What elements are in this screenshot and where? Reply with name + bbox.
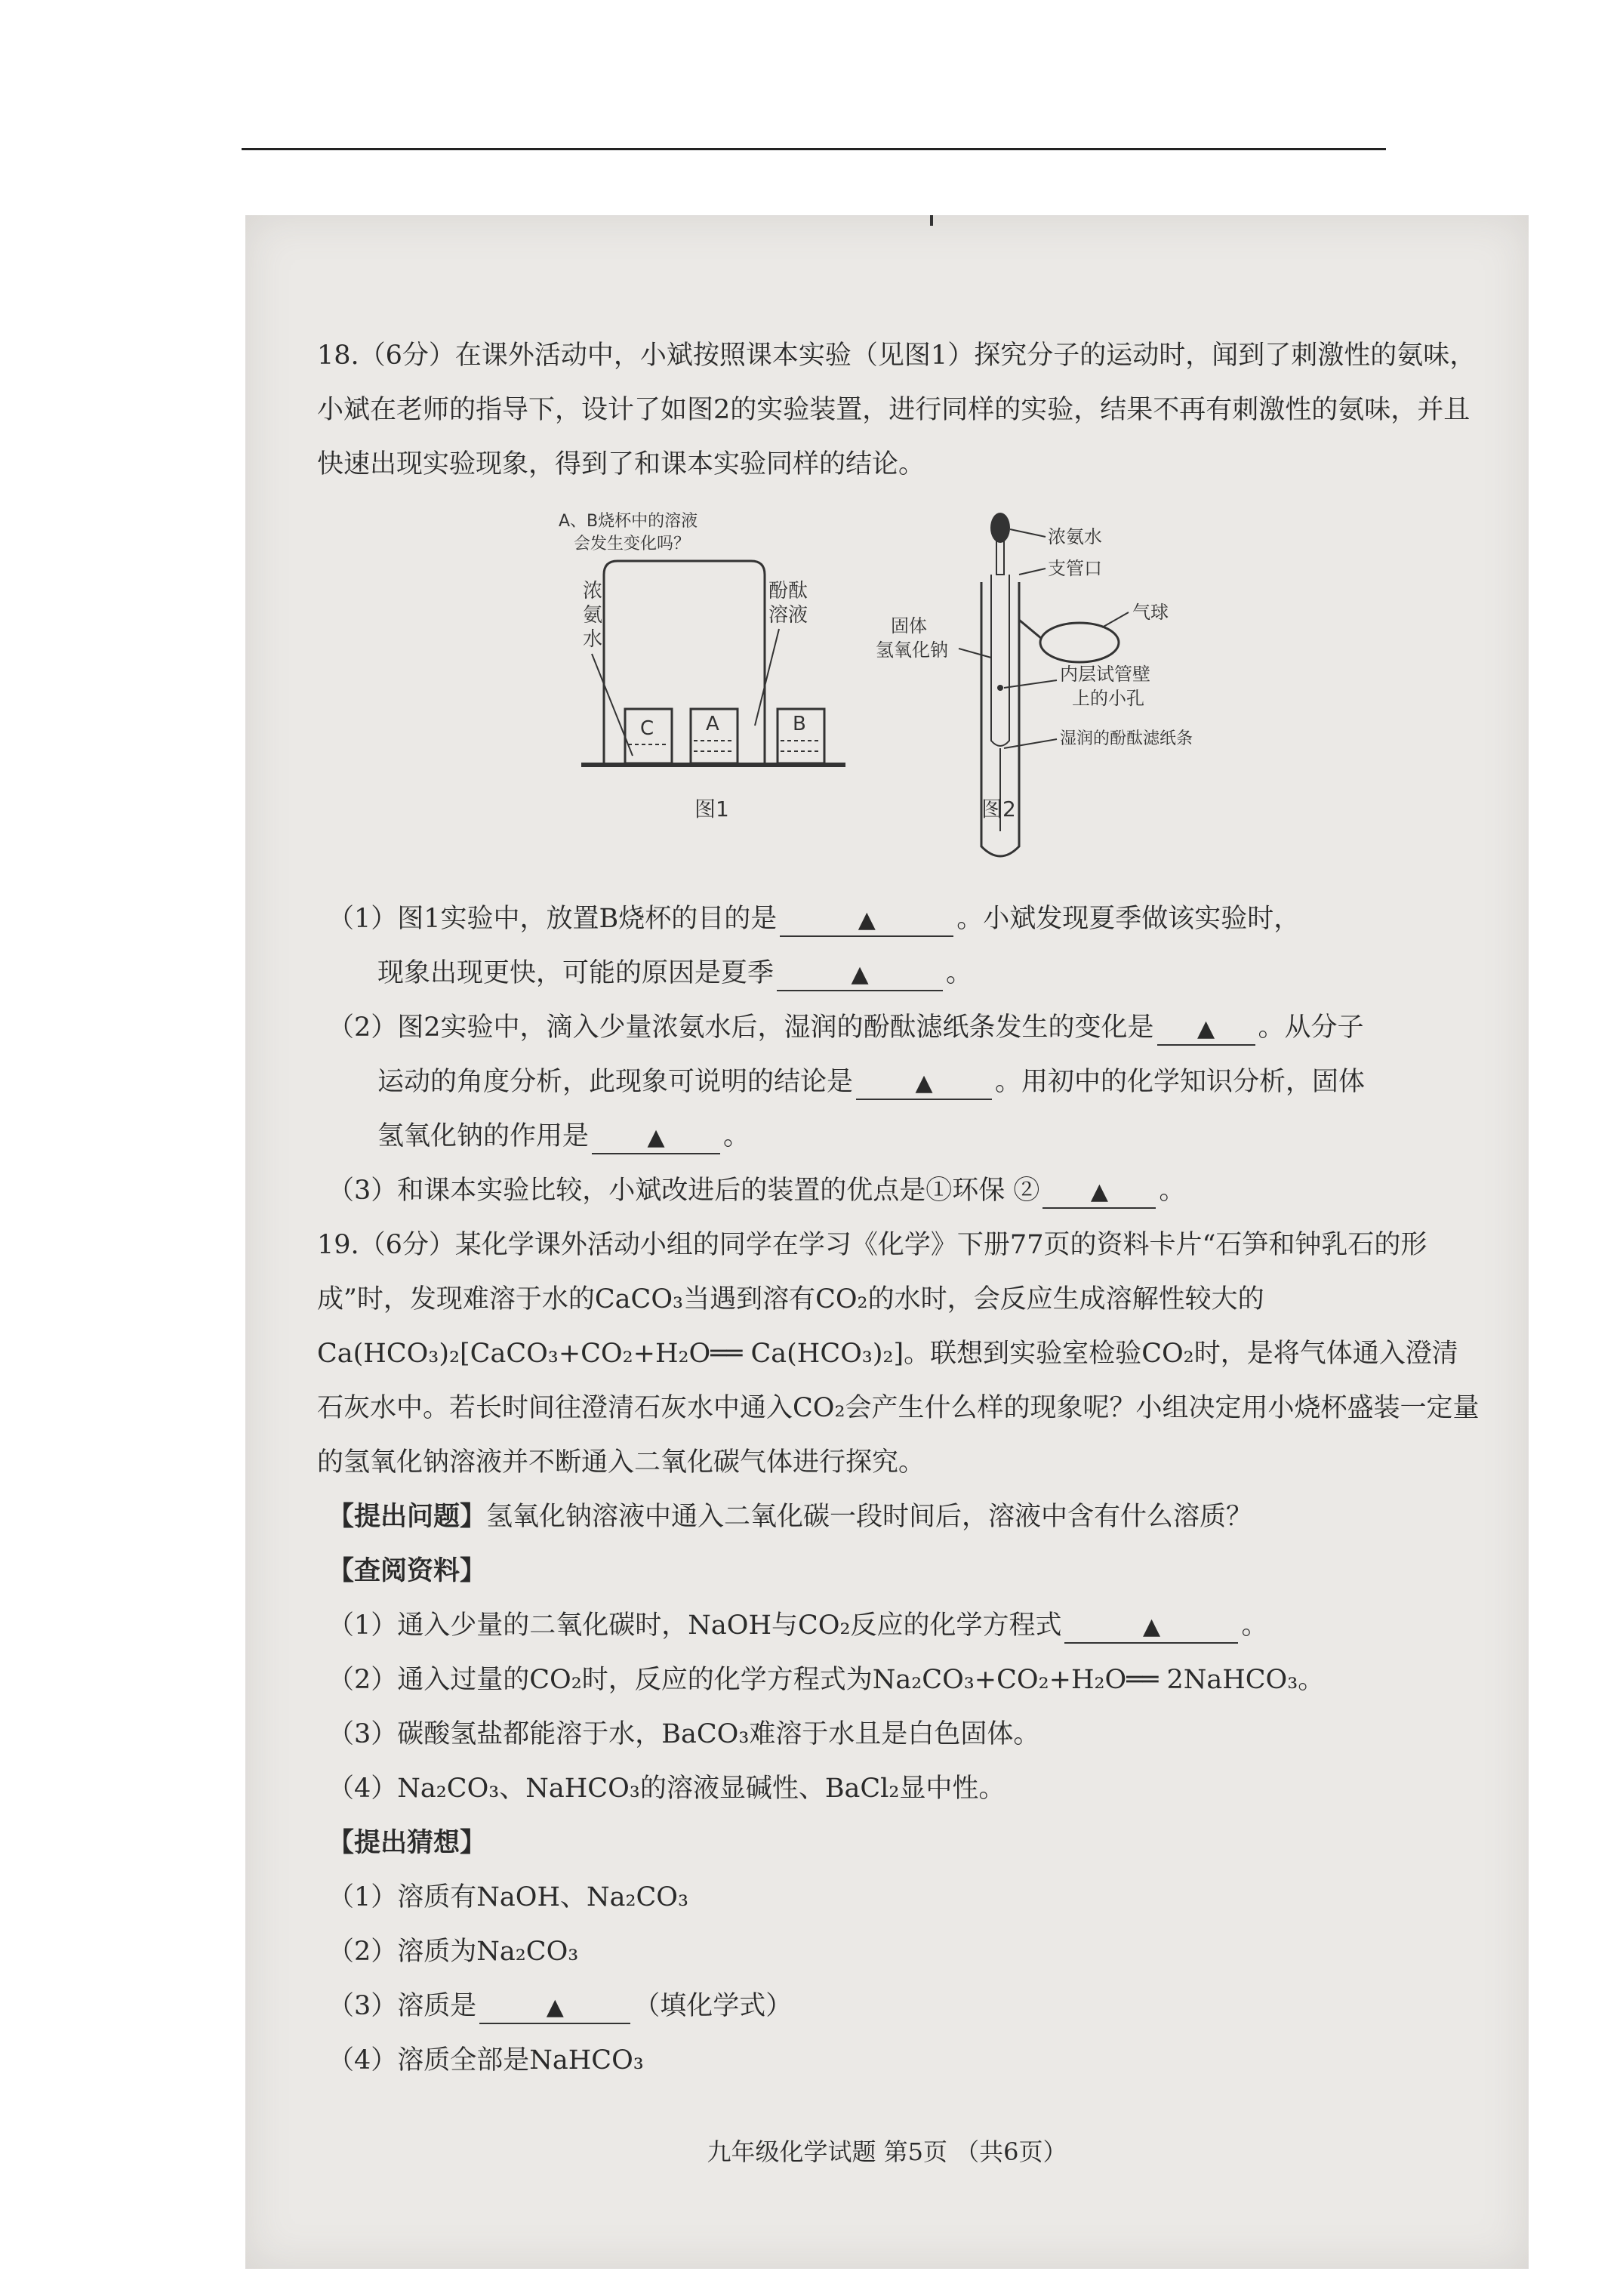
label-line-ammonia [1010, 529, 1046, 537]
blank-marker: ▲ [647, 1124, 665, 1151]
formula-ca-hco3: Ca(HCO₃)₂[CaCO₃+CO₂+H₂O══ Ca(HCO₃)₂] [317, 1339, 904, 1369]
balloon [1040, 623, 1119, 662]
q18-s1-text-d: 。 [946, 958, 973, 988]
q19-ref-1 [317, 1598, 1483, 1653]
q19-ask [317, 1490, 1483, 1544]
blank-marker: ▲ [1142, 1613, 1161, 1640]
q19-hyp-3 [317, 1979, 1483, 2033]
fig2-ammonia: 浓氨水 [1048, 526, 1102, 547]
q18-s2-line1 [317, 1000, 1483, 1055]
answer-blank[interactable] [479, 1991, 630, 2024]
fig1-ammonia-char2: 氨 [583, 604, 603, 627]
figure-2 [876, 513, 1193, 856]
q18-s2-text-b: 。从分子 [1258, 1012, 1364, 1043]
q19-ref-2: （2）通入过量的CO₂时，反应的化学方程式为Na₂CO₃+CO₂+H₂O══ 2NaHCO₃。 [328, 1665, 1325, 1695]
fig2-paper: 湿润的酚酞滤纸条 [1060, 729, 1193, 748]
q18-s1-text-c: 现象出现更快，可能的原因是夏季 [377, 958, 775, 988]
q18-s1-line1 [317, 892, 1483, 946]
fig1-phenol-pointer [755, 629, 779, 726]
blank-marker: ▲ [851, 961, 869, 988]
fig1-ammonia-pointer [592, 654, 633, 756]
fig1-question-line2: 会发生变化吗？ [574, 535, 691, 553]
blank-marker: ▲ [858, 907, 876, 933]
answer-blank[interactable] [780, 904, 953, 937]
fig1-ammonia-char1: 浓 [583, 580, 603, 603]
q18-s2-text-e: 氢氧化钠的作用是 [377, 1121, 590, 1151]
q18-s2-text-a: （2）图2实验中，滴入少量浓氨水后，湿润的酚酞滤纸条发生的变化是 [328, 1012, 1154, 1043]
q18-s1-line2 [317, 946, 1483, 1000]
blank-marker: ▲ [1090, 1179, 1108, 1205]
q18-s3 [317, 1163, 1483, 1218]
answer-blank[interactable] [856, 1067, 992, 1100]
ask-title: 【提出问题】 [328, 1501, 487, 1532]
formula-co2: CO₂ [1141, 1339, 1194, 1369]
blank-marker: ▲ [546, 1994, 564, 2020]
fig2-solid-line2: 氢氧化钠 [876, 639, 948, 661]
fig2-hole-line1: 内层试管壁 [1060, 664, 1150, 685]
formula-co2: CO₂ [793, 1393, 845, 1423]
exam-sheet [245, 215, 1529, 2269]
answer-blank[interactable] [592, 1121, 720, 1154]
q19-ref-3: （3）碳酸氢盐都能溶于水，BaCO₃难溶于水且是白色固体。 [328, 1719, 1040, 1749]
q19-hyp-1: （1）溶质有NaOH、Na₂CO₃ [328, 1882, 689, 1912]
label-line-balloon [1102, 612, 1129, 627]
q19-intro [317, 1218, 1483, 1490]
q19-intro-6: 会产生什么样的现象呢？小组决定用小烧杯盛装一定量的氢氧化钠溶液并不断通入二氧化碳气体进行探究。 [317, 1393, 1480, 1478]
q19-hyp-title: 【提出猜想】 [328, 1827, 487, 1858]
figure-1 [559, 512, 845, 821]
label-line-hole [1004, 680, 1057, 688]
q18-s2-line3 [317, 1109, 1483, 1163]
q19-ref-4: （4）Na₂CO₃、NaHCO₃的溶液显碱性、BaCl₂显中性。 [328, 1774, 1006, 1804]
fig1-question-line1: A、B烧杯中的溶液 [559, 512, 698, 531]
q19-intro-2: 当遇到溶有 [683, 1284, 816, 1314]
small-hole [997, 685, 1003, 691]
q19-intro-4: 。联想到实验室检验 [904, 1339, 1142, 1369]
beaker-a-label: A [706, 713, 719, 735]
answer-blank[interactable] [1157, 1012, 1255, 1046]
q18-s1-text-a: （1）图1实验中，放置B烧杯的目的是 [328, 904, 778, 934]
fig1-phenol-line2: 溶液 [768, 604, 808, 627]
hyp-3-text-a: （3）溶质是 [328, 1991, 477, 2021]
ask-text: 氢氧化钠溶液中通入二氧化碳一段时间后，溶液中含有什么溶质？ [486, 1502, 1253, 1532]
fig1-ammonia-char3: 水 [583, 628, 603, 651]
exam-content [317, 328, 1483, 2088]
formula-caco3: CaCO₃ [594, 1284, 684, 1314]
top-rule [242, 148, 1386, 150]
formula-co2: CO₂ [815, 1284, 868, 1314]
q18-s3-text-a: （3）和课本实验比较，小斌改进后的装置的优点是①环保 ② [328, 1176, 1040, 1206]
fig1-caption: 图1 [694, 797, 729, 821]
experiment-figures [317, 499, 1483, 892]
inner-tube [991, 575, 1009, 746]
blank-marker: ▲ [915, 1070, 933, 1096]
answer-blank[interactable] [777, 958, 943, 991]
q19-ref-title: 【查阅资料】 [328, 1555, 487, 1586]
label-line-port [1019, 569, 1046, 575]
q18-figures [317, 499, 1483, 892]
blank-marker: ▲ [1197, 1015, 1215, 1042]
answer-blank[interactable] [1042, 1176, 1156, 1209]
q18-s2-text-c: 运动的角度分析，此现象可说明的结论是 [377, 1067, 854, 1097]
fold-mark [930, 215, 933, 226]
q18-s2-line2 [317, 1055, 1483, 1109]
dropper-stem [996, 541, 1004, 575]
fig2-hole-line2: 上的小孔 [1072, 688, 1144, 709]
answer-blank[interactable] [1064, 1610, 1238, 1644]
q18-s1-text-b: 。小斌发现夏季做该实验时， [956, 904, 1301, 934]
ref-1-end: 。 [1241, 1610, 1268, 1641]
dropper-bulb [990, 513, 1010, 543]
q18-s3-text-b: 。 [1159, 1176, 1186, 1206]
q19-intro-5: 时，是将气体通入澄清石灰水中。若长时间往澄清石灰水中通入 [317, 1339, 1458, 1423]
q19-intro-3: 的水时，会反应生成溶解性较大的 [867, 1284, 1264, 1314]
side-port [1019, 620, 1042, 639]
fig2-port: 支管口 [1048, 558, 1102, 579]
hyp-3-text-b: （填化学式） [633, 1991, 793, 2021]
q18-intro: 18.（6分）在课外活动中，小斌按照课本实验（见图1）探究分子的运动时，闻到了刺激性的氨味，小斌在老师的指导下，设计了如图2的实验装置，进行同样的实验，结果不再有刺激性的氨味，并且快速出现实验现象，得到了和课本实验同样的结论。 [317, 341, 1477, 479]
q18-s2-text-d: 。用初中的化学知识分析，固体 [995, 1067, 1366, 1097]
beaker-b-label: B [793, 713, 806, 735]
q19-hyp-2: （2）溶质为Na₂CO₃ [328, 1937, 579, 1967]
fig2-solid-line1: 固体 [891, 615, 927, 636]
fig1-phenol-line1: 酚酞 [768, 580, 808, 603]
label-line-solid [959, 649, 991, 658]
bell-jar [604, 561, 765, 763]
q19-intro-1: 19.（6分）某化学课外活动小组的同学在学习《化学》下册77页的资料卡片“石笋和钟乳石的形成”时，发现难溶于水的 [317, 1230, 1427, 1314]
q18-s2-text-f: 。 [723, 1121, 750, 1151]
fig2-balloon: 气球 [1132, 602, 1169, 623]
ref-1-text: （1）通入少量的二氧化碳时，NaOH与CO₂反应的化学方程式 [328, 1610, 1062, 1641]
beaker-c-label: C [640, 717, 654, 740]
label-line-paper [1004, 739, 1057, 748]
fig2-caption: 图2 [981, 797, 1016, 821]
page-footer: 九年级化学试题 第5页 （共6页） [707, 2137, 1067, 2166]
q19-hyp-4: （4）溶质全部是NaHCO₃ [328, 2045, 644, 2076]
